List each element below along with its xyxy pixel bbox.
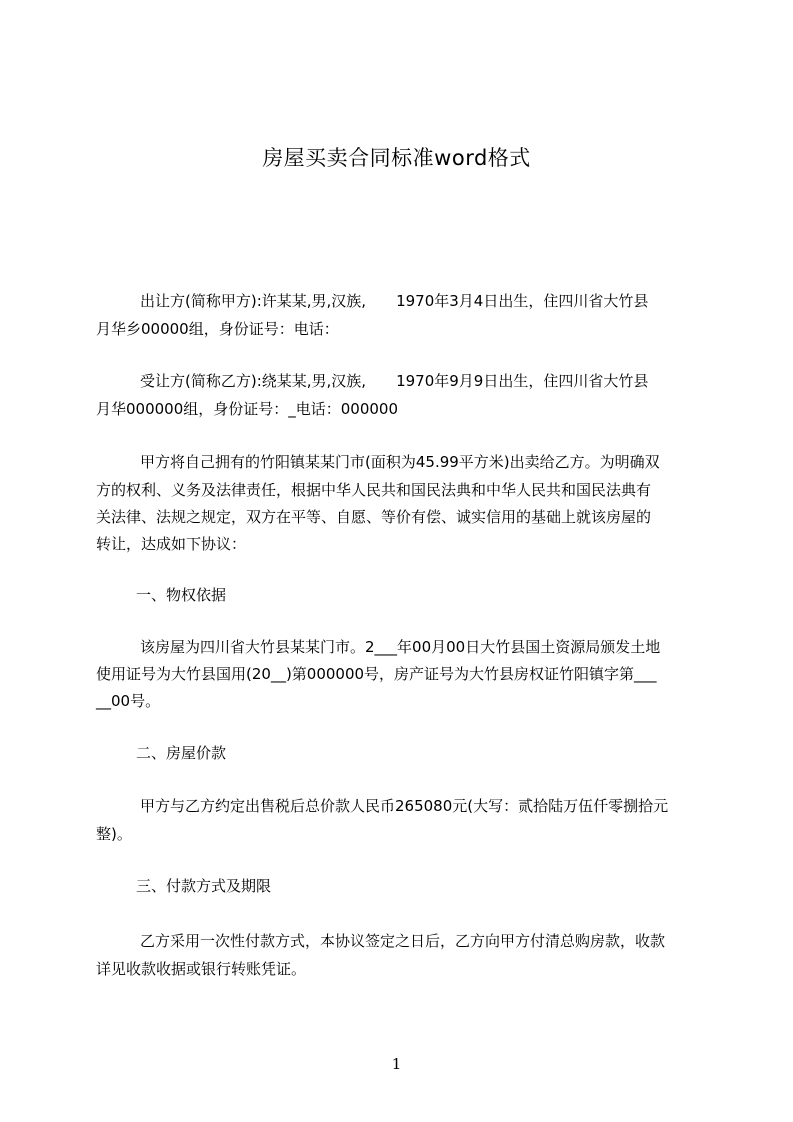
paragraph-line: 受让方(简称乙方):绕某某,男,汉族, 1970年9月9日出生，住四川省大竹县 [140, 372, 649, 390]
document-title: 房屋买卖合同标准word格式 [262, 146, 531, 170]
paragraph-line: __00号。 [96, 692, 161, 710]
section-heading: 一、物权依据 [136, 586, 227, 604]
paragraph-line: 月华000000组，身份证号：_电话：000000 [96, 400, 399, 418]
paragraph-line: 甲方将自己拥有的竹阳镇某某门市(面积为45.99平方米)出卖给乙方。为明确双 [140, 453, 660, 471]
paragraph-line: 出让方(简称甲方):许某某,男,汉族, 1970年3月4日出生，住四川省大竹县 [140, 292, 649, 310]
paragraph-line: 使用证号为大竹县国用(20__)第000000号，房产证号为大竹县房权证竹阳镇字第___ [96, 665, 657, 683]
paragraph-line: 该房屋为四川省大竹县某某门市。2___年00月00日大竹县国土资源局颁发土地 [140, 638, 661, 656]
paragraph-line: 整)。 [96, 825, 132, 843]
paragraph-line: 月华乡00000组，身份证号：电话： [96, 320, 339, 338]
section-heading: 二、房屋价款 [136, 744, 227, 762]
paragraph-line: 甲方与乙方约定出售税后总价款人民币265080元(大写：贰拾陆万伍仟零捌拾元 [140, 797, 669, 815]
paragraph-line: 乙方采用一次性付款方式，本协议签定之日后，乙方向甲方付清总购房款，收款 [140, 932, 666, 950]
section-heading: 三、付款方式及期限 [136, 877, 272, 895]
page-number: 1 [391, 1055, 402, 1073]
paragraph-line: 方的权利、义务及法律责任，根据中华人民共和国民法典和中华人民共和国民法典有 [96, 481, 652, 499]
paragraph-line: 详见收款收据或银行转账凭证。 [96, 960, 307, 978]
paragraph-line: 转让，达成如下协议： [96, 535, 247, 553]
paragraph-line: 关法律、法规之规定，双方在平等、自愿、等价有偿、诚实信用的基础上就该房屋的 [96, 508, 652, 526]
